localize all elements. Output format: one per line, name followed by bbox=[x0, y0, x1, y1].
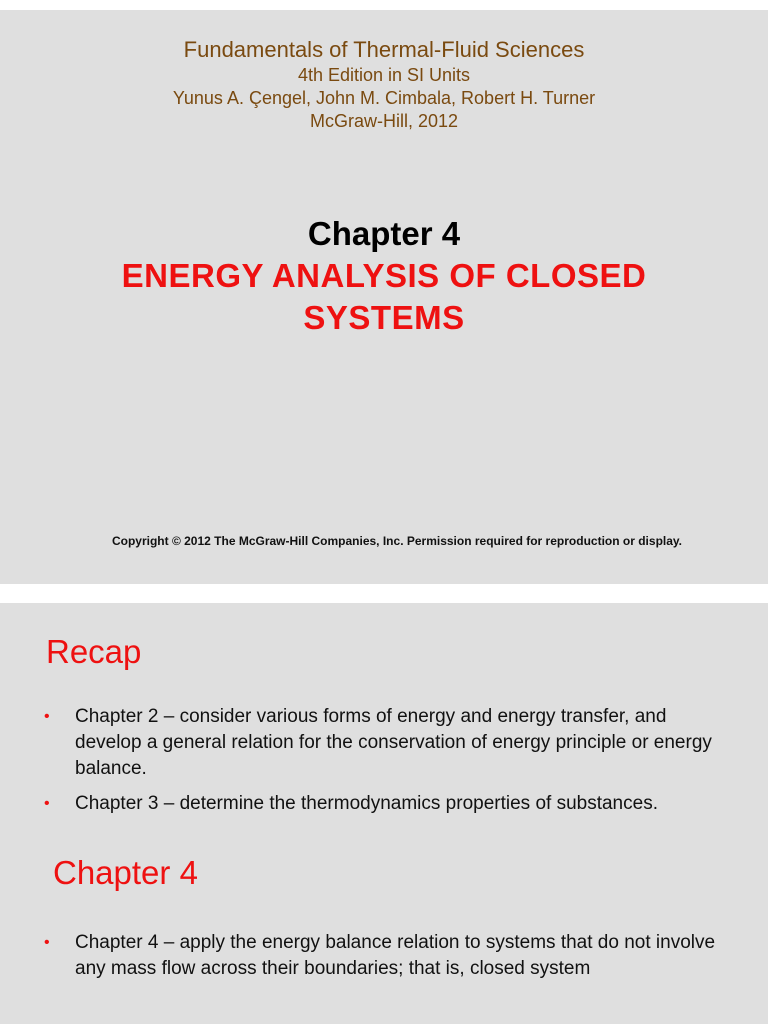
chapter4-bullet-list bbox=[44, 930, 734, 991]
bullet-icon: • bbox=[44, 934, 50, 951]
bullet-text: Chapter 2 – consider various forms of energy and energy transfer, and develop a general relation for the conservation of energy principle or energy balance. bbox=[75, 706, 712, 779]
bullet-icon: • bbox=[44, 795, 50, 812]
recap-heading: Recap bbox=[46, 633, 142, 670]
book-publisher: McGraw-Hill, 2012 bbox=[309, 111, 459, 131]
title-slide bbox=[0, 10, 768, 584]
bullet-text: Chapter 3 – determine the thermodynamics properties of substances. bbox=[75, 793, 658, 814]
recap-slide bbox=[0, 603, 768, 1024]
book-edition: 4th Edition in SI Units bbox=[297, 65, 471, 85]
chapter-label: Chapter 4 bbox=[307, 215, 461, 252]
bullet-text: Chapter 4 – apply the energy balance relation to systems that do not involve any mass flow across their boundaries; that is, closed system bbox=[75, 932, 716, 979]
bullet-icon: • bbox=[44, 708, 50, 725]
list-item bbox=[44, 704, 734, 782]
list-item bbox=[44, 930, 734, 982]
recap-bullet-list bbox=[44, 704, 734, 826]
chapter4-heading: Chapter 4 bbox=[53, 854, 198, 891]
book-title: Fundamentals of Thermal-Fluid Sciences bbox=[183, 37, 585, 62]
book-authors: Yunus A. Çengel, John M. Cimbala, Robert H. Turner bbox=[172, 88, 596, 108]
list-item bbox=[44, 791, 734, 817]
copyright-notice: Copyright © 2012 The McGraw-Hill Companies, Inc. Permission required for reproduction or display. bbox=[111, 534, 683, 548]
chapter-title: ENERGY ANALYSIS OF CLOSED SYSTEMS bbox=[121, 257, 647, 336]
